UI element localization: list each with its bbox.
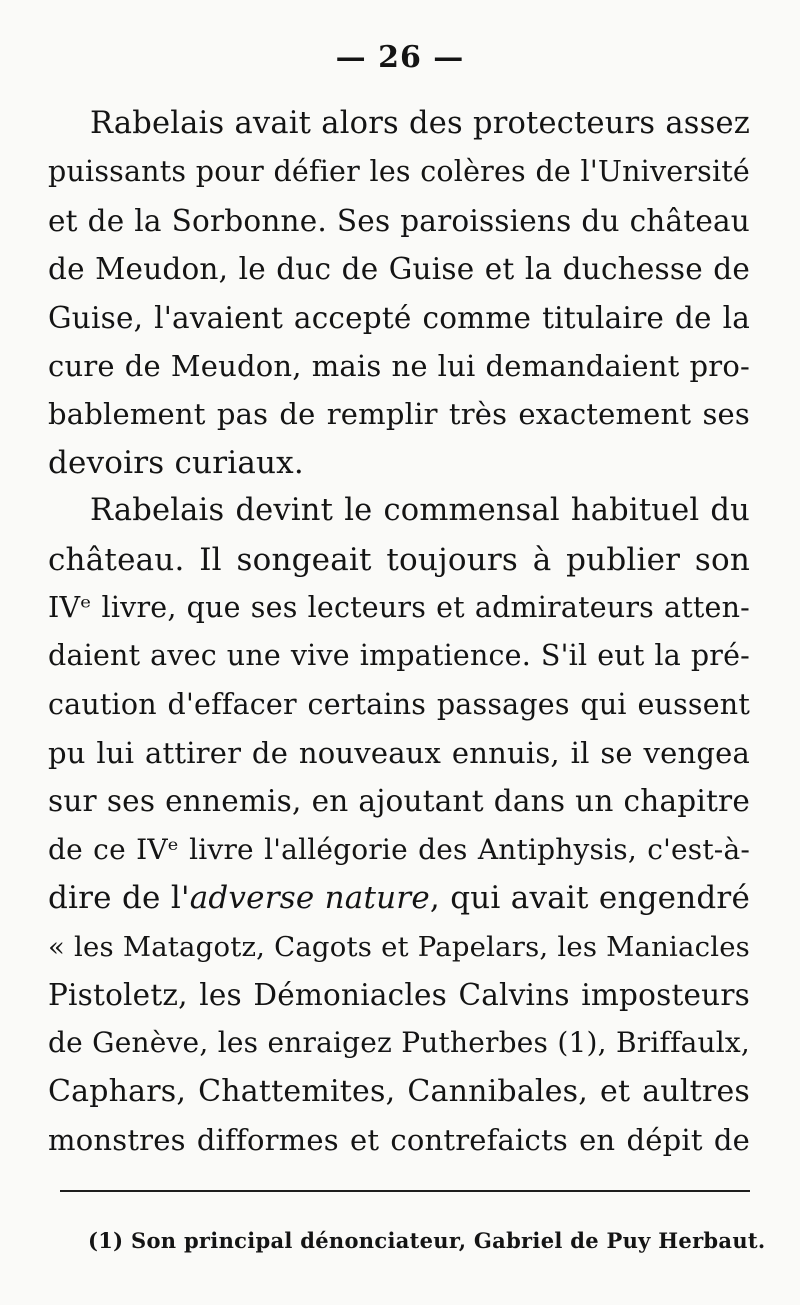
text-line: Caphars, Chattemites, Cannibales, et aultres [48,1073,750,1109]
text-line: de Genève, les enraigez Putherbes (1), Briffaulx, [48,1026,750,1060]
italic-phrase: adverse nature [189,880,430,917]
page-number: — 26 — [335,40,465,75]
text-line: cure de Meudon, mais ne lui demandaient pro- [48,348,750,383]
footnote: (1) Son principal dénonciateur, Gabriel de Puy Herbaut. [88,1228,766,1253]
text-line: IVᵉ livre, que ses lecteurs et admirateurs atten- [48,590,750,624]
text-line: pu lui attirer de nouveaux ennuis, il se vengea [48,736,750,771]
text-line: de ce IVᵉ livre l'allégorie des Antiphysis, c'est-à- [48,832,750,866]
text-line: puissants pour défier les colères de l'Université [48,155,750,189]
text-line: bablement pas de remplir très exactement ses [48,397,750,432]
footnote-separator [60,1190,750,1192]
text-line: de Meudon, le duc de Guise et la duchesse de [48,252,750,287]
text-line: Rabelais devint le commensal habituel du [90,493,750,529]
text-line: « les Matagotz, Cagots et Papelars, les Maniacles [48,930,750,963]
text-line: dire de l'adverse nature, qui avait engendré [48,880,750,917]
text-line: daient avec une vive impatience. S'il eut la pré- [48,639,750,673]
text-line: Rabelais avait alors des protecteurs assez [90,106,750,141]
text-line: et de la Sorbonne. Ses paroissiens du château [48,203,750,238]
body-text [48,100,750,1165]
text-line: Guise, l'avaient accepté comme titulaire de la [48,300,750,335]
text-line: Pistoletz, les Démoniacles Calvins imposteurs [48,978,750,1013]
text-line: monstres difformes et contrefaicts en dépit de [48,1123,750,1158]
text-line: caution d'effacer certains passages qui eussent [48,687,750,721]
text-line: sur ses ennemis, en ajoutant dans un chapitre [48,784,750,819]
text-line: devoirs curiaux. [48,444,304,481]
text-line: château. Il songeait toujours à publier son [48,541,750,578]
